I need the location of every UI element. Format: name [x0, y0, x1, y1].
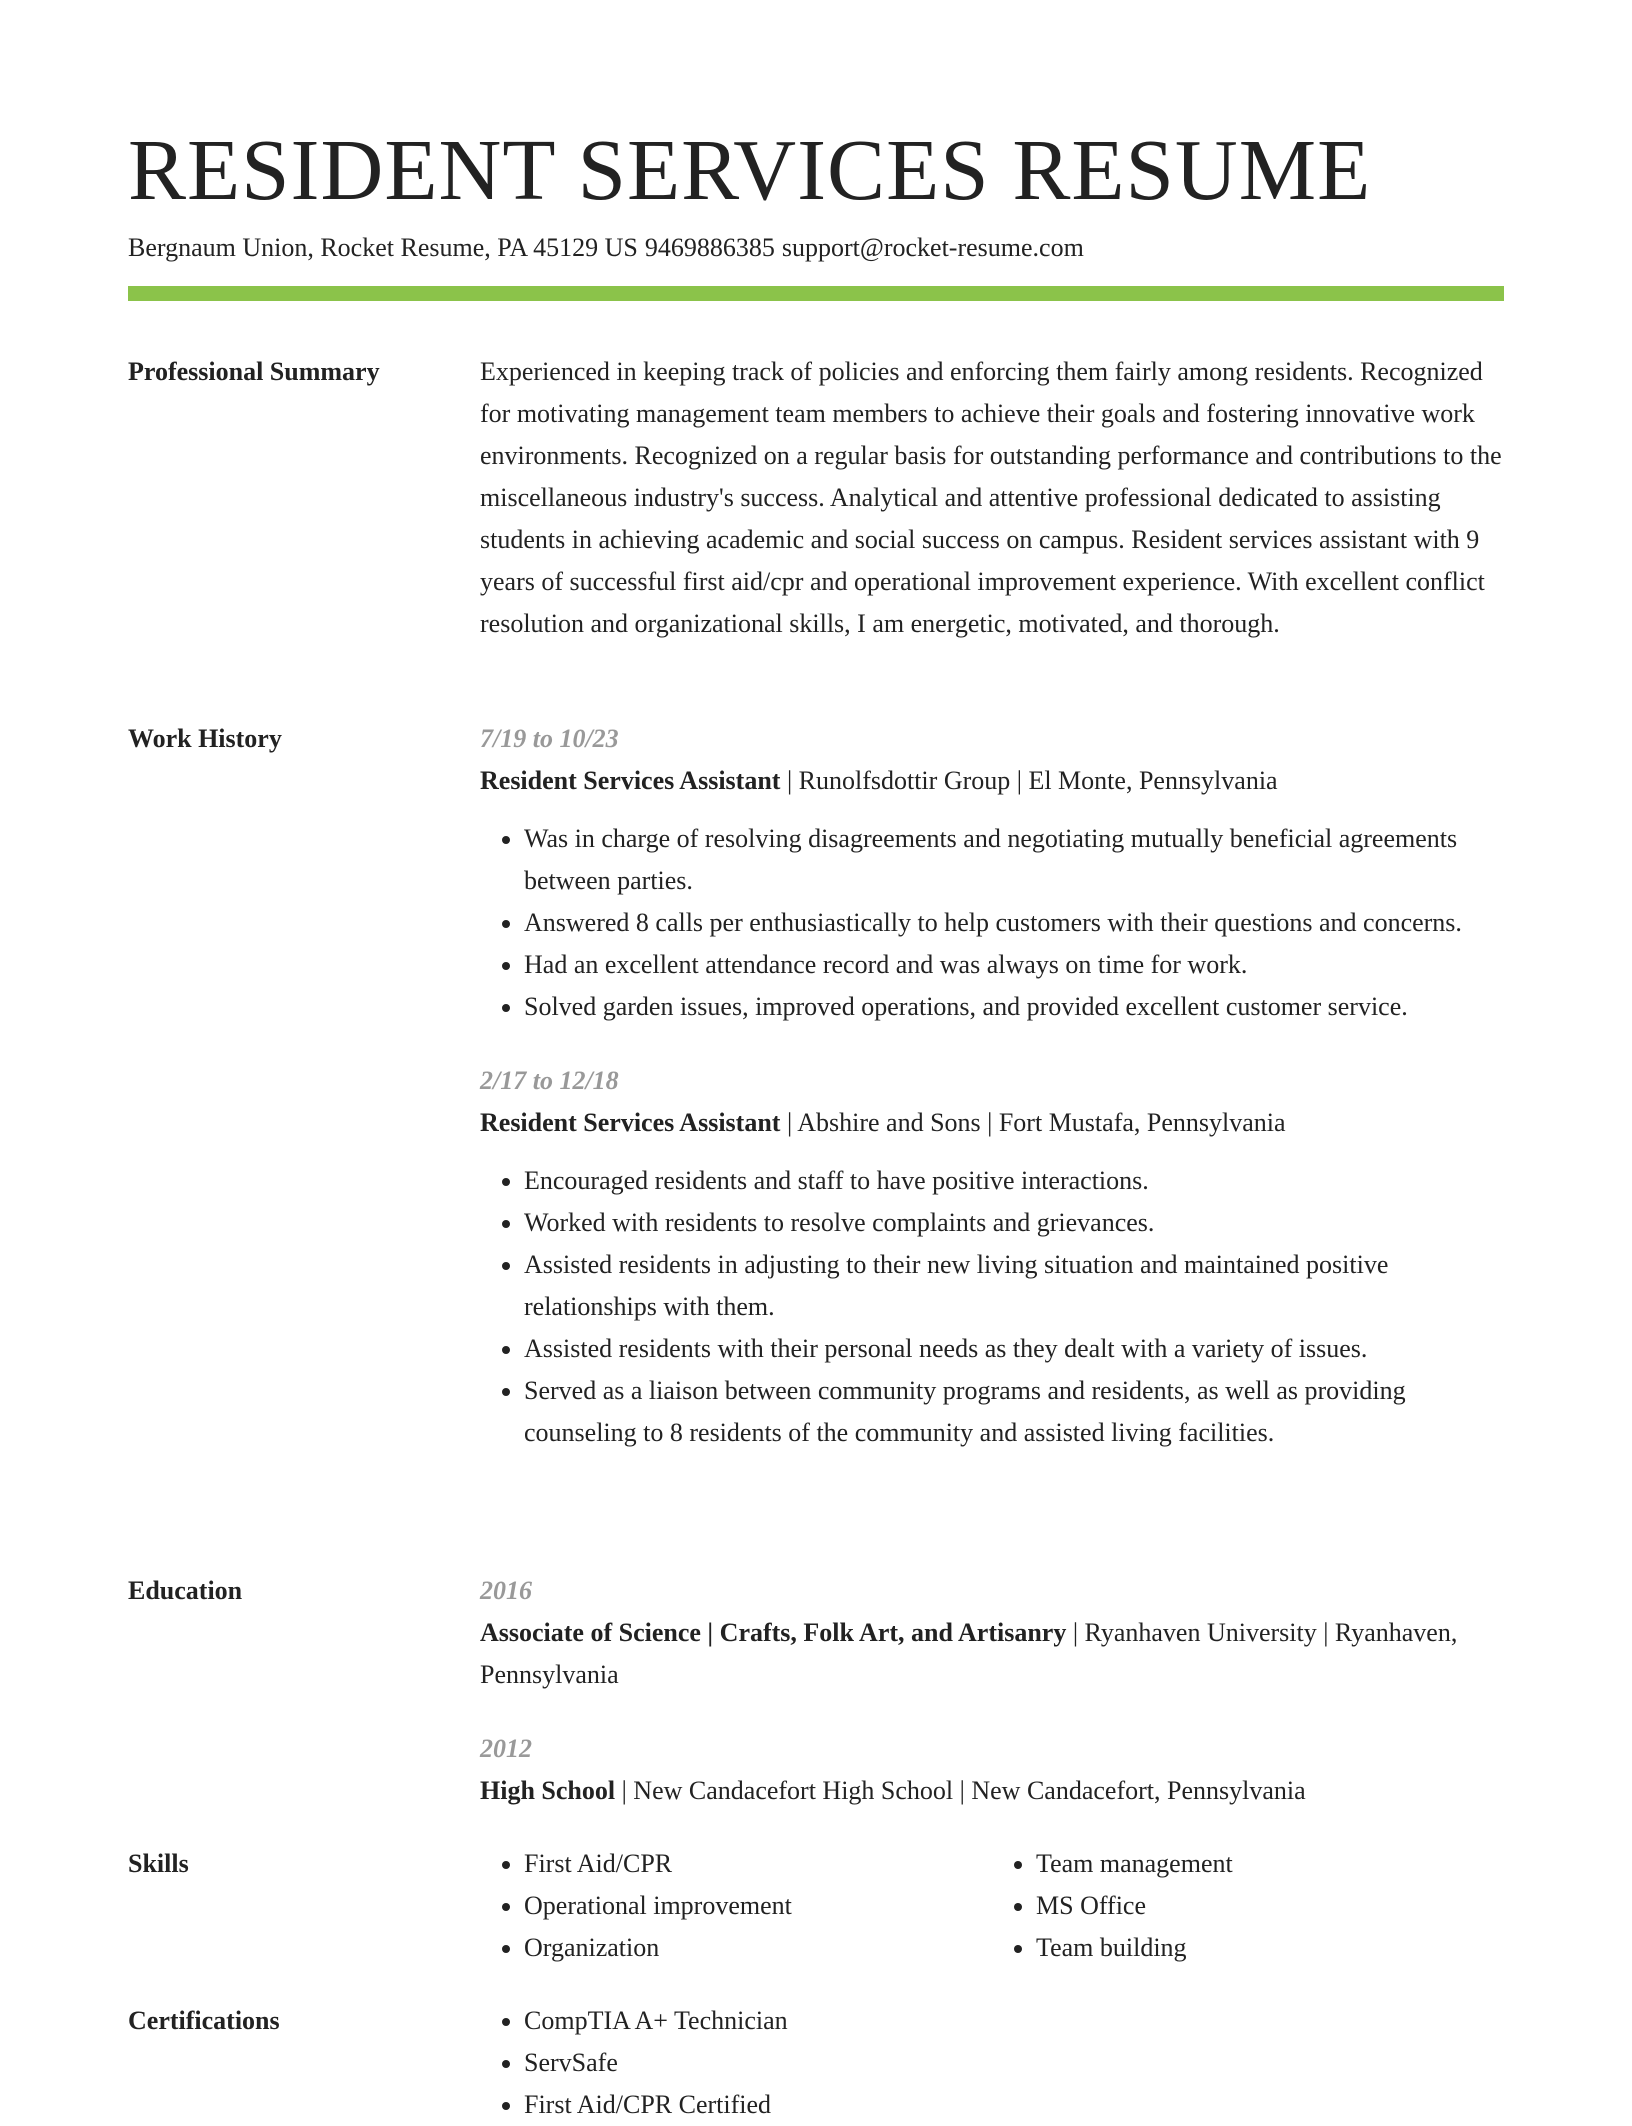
- summary-body: [480, 351, 1504, 645]
- list-item: • Operational improvement: [524, 1885, 992, 1927]
- list-item: • Worked with residents to resolve complaints and grievances.: [524, 1202, 1504, 1244]
- list-item: • First Aid/CPR: [524, 1843, 992, 1885]
- certifications-body: [480, 2000, 1504, 2126]
- skills-grid: [480, 1843, 1504, 1969]
- work-history-body: [480, 718, 1504, 1454]
- list-item: • Had an excellent attendance record and was always on time for work.: [524, 944, 1504, 986]
- job-entry: [480, 718, 1504, 1028]
- education-year: 2012: [480, 1734, 532, 1763]
- education-body: [480, 1570, 1504, 1812]
- contact-phone: 9469886385: [644, 233, 775, 262]
- education-entry: [480, 1728, 1504, 1812]
- education-year: 2016: [480, 1576, 532, 1605]
- education-line: [480, 1612, 1504, 1696]
- list-item: • First Aid/CPR Certified: [524, 2084, 1504, 2126]
- list-item: • Answered 8 calls per enthusiastically to help customers with their questions and concerns.: [524, 902, 1504, 944]
- job-title: Resident Services Assistant: [480, 766, 781, 795]
- job-title: Resident Services Assistant: [480, 1108, 781, 1137]
- list-item: • Team building: [1036, 1927, 1504, 1969]
- contact-address: Bergnaum Union, Rocket Resume, PA 45129 US: [128, 233, 638, 262]
- skills-column-left: [480, 1843, 992, 1969]
- contact-line: [128, 230, 1084, 266]
- header-divider: [128, 286, 1504, 301]
- education-entry: [480, 1570, 1504, 1696]
- contact-email: support@rocket-resume.com: [781, 233, 1084, 262]
- job-entry: [480, 1060, 1504, 1454]
- certifications-label: Certifications: [128, 2006, 280, 2035]
- list-item: • MS Office: [1036, 1885, 1504, 1927]
- education-degree: High School: [480, 1776, 616, 1805]
- certifications-list: [480, 2000, 1504, 2126]
- list-item: • Assisted residents with their personal needs as they dealt with a variety of issues.: [524, 1328, 1504, 1370]
- education-details: | New Candacefort High School | New Candacefort, Pennsylvania: [615, 1776, 1306, 1805]
- job-bullets: [480, 818, 1504, 1028]
- education-degree: Associate of Science | Crafts, Folk Art, and Artisanry: [480, 1618, 1067, 1647]
- list-item: • Was in charge of resolving disagreements and negotiating mutually beneficial agreements between parties.: [524, 818, 1504, 902]
- skills-column-right: [992, 1843, 1504, 1969]
- list-item: • Served as a liaison between community programs and residents, as well as providing counseling to 8 residents of the community and assisted living facilities.: [524, 1370, 1504, 1454]
- list-item: • ServSafe: [524, 2042, 1504, 2084]
- summary-label: Professional Summary: [128, 357, 380, 386]
- list-item: • Team management: [1036, 1843, 1504, 1885]
- education-details: | Ryanhaven University | Ryanhaven, Pennsylvania: [480, 1618, 1458, 1689]
- job-bullets: [480, 1160, 1504, 1454]
- job-dates: 2/17 to 12/18: [480, 1066, 619, 1095]
- summary-text: Experienced in keeping track of policies and enforcing them fairly among residents. Recognized for motivating management team members to achieve their goals and fostering innovative work environments. Recognized on a regular basis for outstanding performance and contributions to the miscellaneous industry's success. Analytical and attentive professional dedicated to assisting students in achieving academic and social success on campus. Resident services assistant with 9 years of successful first aid/cpr and operational improvement experience. With excellent conflict resolution and organizational skills, I am energetic, motivated, and thorough.: [480, 357, 1502, 638]
- education-line: [480, 1770, 1504, 1812]
- work-history-label: Work History: [128, 724, 282, 753]
- education-label: Education: [128, 1576, 243, 1605]
- list-item: • CompTIA A+ Technician: [524, 2000, 1504, 2042]
- resume-title: RESIDENT SERVICES RESUME: [128, 121, 1372, 218]
- list-item: • Assisted residents in adjusting to their new living situation and maintained positive relationships with them.: [524, 1244, 1504, 1328]
- job-details: | Runolfsdottir Group | El Monte, Pennsylvania: [780, 766, 1278, 795]
- job-details: | Abshire and Sons | Fort Mustafa, Pennsylvania: [780, 1108, 1286, 1137]
- job-role-line: [480, 760, 1504, 802]
- job-role-line: [480, 1102, 1504, 1144]
- list-item: • Solved garden issues, improved operations, and provided excellent customer service.: [524, 986, 1504, 1028]
- skills-body: [480, 1843, 1504, 1969]
- list-item: • Organization: [524, 1927, 992, 1969]
- job-dates: 7/19 to 10/23: [480, 724, 619, 753]
- list-item: • Encouraged residents and staff to have positive interactions.: [524, 1160, 1504, 1202]
- skills-label: Skills: [128, 1849, 189, 1878]
